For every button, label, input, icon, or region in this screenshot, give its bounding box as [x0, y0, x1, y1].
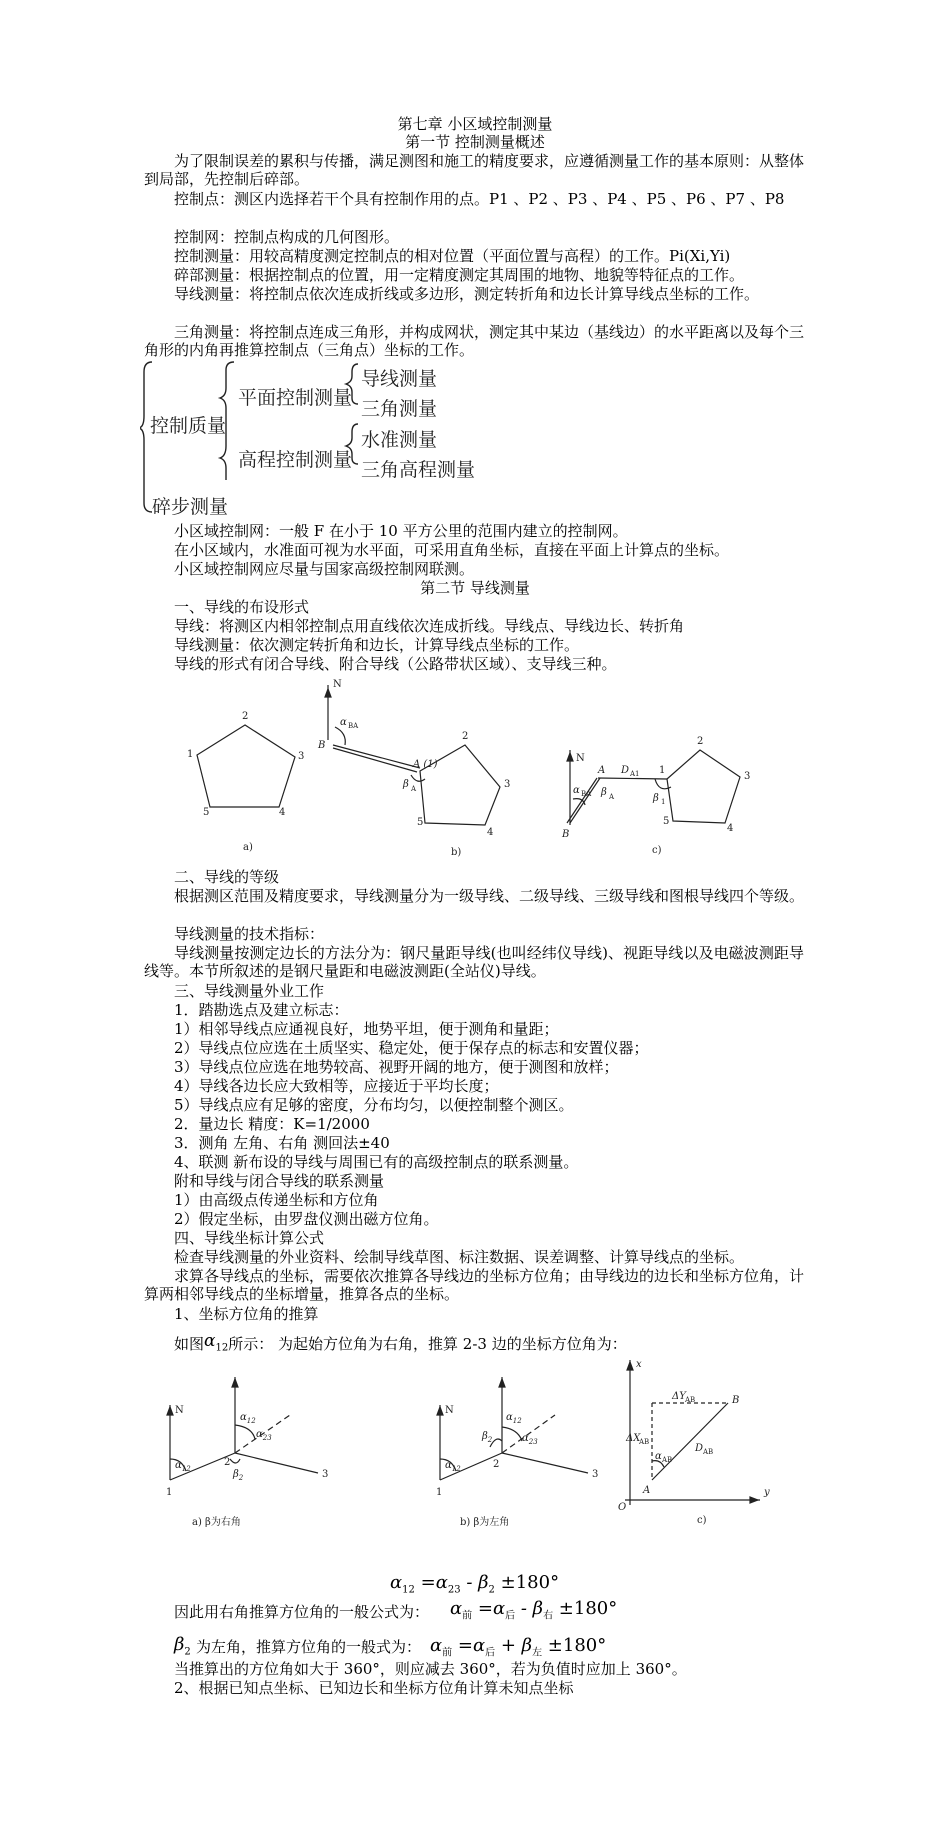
fig1-n-b: N [333, 679, 342, 690]
fig2-n-a: N [175, 1405, 184, 1416]
fig2-label-c: c) [697, 1515, 707, 1526]
paragraph-principle: 为了限制误差的累积与传播，满足测图和施工的精度要求，应遵循测量工作的基本原则：从整体到局部，先控制后碎部。 [144, 152, 805, 188]
paragraph-tech-index: 导线测量的技术指标： [174, 925, 325, 943]
svg-text:3: 3 [504, 779, 511, 790]
fig1-label-c: c) [652, 845, 662, 856]
heading-traverse-grades: 二、导线的等级 [174, 868, 280, 886]
fig2-label-a: a) β为右角 [192, 1517, 241, 1528]
svg-text:1: 1 [166, 1487, 173, 1498]
svg-text:1: 1 [661, 798, 666, 806]
section-title-1: 第一节 控制测量概述 [405, 133, 545, 151]
fig1-alpha-ba-c: α [573, 785, 580, 796]
list-item: 1）由高级点传递坐标和方位角 [174, 1191, 379, 1209]
svg-text:4: 4 [279, 807, 286, 818]
paragraph-grades: 根据测区范围及精度要求，导线测量分为一级导线、二级导线、三级导线和图根导线四个等级。 [174, 887, 805, 905]
formula-right: $\alpha_前 =\alpha_后 - \beta_右 \pm 180^\circ$ [450, 1598, 618, 1622]
svg-text:α12: $\alpha_{12}$ [506, 1412, 522, 1425]
list-item: 5）导线点应有足够的密度，分布均匀，以便控制整个测区。 [174, 1096, 574, 1114]
list-item: 检查导线测量的外业资料、绘制导线草图、标注数据、误差调整、计算导线点的坐标。 [174, 1248, 745, 1266]
paragraph-plane-coords: 在小区域内，水准面可视为水平面，可采用直角坐标，直接在平面上计算点的坐标。 [174, 541, 730, 559]
svg-text:5: 5 [417, 817, 424, 828]
formula-left: $\alpha_前 =\alpha_后 + \beta_左 \pm 180^\circ$ [430, 1635, 607, 1659]
list-item: 1）相邻导线点应通视良好，地势平坦，便于测角和量距； [174, 1020, 559, 1038]
list-item: 2．量边长 精度：K=1/2000 [174, 1115, 370, 1133]
paragraph-left-angle: 为左角，推算方位角的一般式为： [196, 1638, 422, 1656]
fig1-a1-point: A (1) [413, 759, 438, 770]
beta2-symbol: $\beta_2$ [174, 1634, 191, 1658]
paragraph-small-net: 小区域控制网：一般 F 在小于 10 平方公里的范围内建立的控制网。 [174, 522, 628, 540]
formula-alpha12: $\alpha_{12} =\alpha_{23} - \beta_2 \pm 180^\circ$ [390, 1572, 560, 1596]
svg-text:α23: $\alpha_{23}$ [256, 1429, 272, 1442]
paragraph-triangulation: 三角测量：将控制点连成三角形，并构成网状，测定其中某边（基线边）的水平距离以及每个三角形的内角再推算控制点（三角点）坐标的工作。 [144, 323, 805, 359]
list-item: 4、联测 新布设的导线与周围已有的高级控制点的联系测量。 [174, 1153, 579, 1171]
svg-text:3: 3 [744, 771, 751, 782]
fig1-d-a1: D [621, 765, 630, 776]
paragraph-traverse-def: 导线：将测区内相邻控制点用直线依次连成折线。导线点、导线边长、转折角 [174, 617, 685, 635]
tree-plane: 平面控制测量 [238, 387, 353, 409]
fig1-label-a: a) [243, 842, 253, 853]
tree-root: 控制质量 [150, 415, 227, 437]
svg-text:α12: $\alpha_{12}$ [445, 1460, 461, 1473]
svg-text:2: 2 [493, 1459, 500, 1470]
svg-text:β2: $\beta_2$ [482, 1431, 493, 1444]
svg-text:2: 2 [462, 731, 469, 742]
svg-text:BA: BA [348, 722, 359, 730]
paragraph-right-angle: 因此用右角推算方位角的一般公式为： [174, 1603, 430, 1621]
svg-text:5: 5 [203, 807, 210, 818]
heading-azimuth: 1、坐标方位角的推算 [174, 1305, 319, 1323]
list-item: 1．踏勘选点及建立标志： [174, 1001, 349, 1019]
paragraph-360-rule: 当推算出的方位角如大于 360°，则应减去 360°，若为负值时应加上 360°。 [174, 1660, 687, 1678]
svg-text:AB: AB [662, 1456, 673, 1464]
fig2-point-a: A [643, 1485, 651, 1496]
fig1-b-point-c: B [562, 829, 570, 840]
fig2-point-b: B [732, 1395, 740, 1406]
svg-text:1: 1 [436, 1487, 443, 1498]
paragraph-as-figure: 如图$\alpha_{12}$所示： 为起始方位角为右角，推算 2-3 边的坐标方位角为： [174, 1331, 627, 1354]
fig1-beta-a-c: β [601, 787, 607, 798]
svg-text:AB: AB [639, 1438, 650, 1446]
paragraph-coord-step: 2、根据已知点坐标、已知边长和坐标方位角计算未知点坐标 [174, 1679, 574, 1697]
svg-text:2: 2 [697, 736, 704, 747]
paragraph-distance-methods: 导线测量按测定边长的方法分为：钢尺量距导线(也叫经纬仪导线)、视距导线以及电磁波测距导线等。本节所叙述的是钢尺量距和电磁波测距(全站仪)导线。 [144, 944, 804, 980]
chapter-title: 第七章 小区域控制测量 [397, 115, 553, 133]
fig1-n-c: N [576, 753, 585, 764]
svg-text:3: 3 [322, 1469, 329, 1480]
svg-text:3: 3 [298, 751, 305, 762]
svg-text:5: 5 [663, 816, 670, 827]
tree-height: 高程控制测量 [238, 449, 353, 471]
paragraph-control-point: 控制点：测区内选择若干个具有控制作用的点。P1 、P2 、P3 、P4 、P5 、P6 、P7 、P8 [174, 190, 785, 208]
list-item: 4）导线各边长应大致相等，应接近于平均长度； [174, 1077, 499, 1095]
svg-text:4: 4 [487, 827, 494, 838]
heading-field-work: 三、导线测量外业工作 [174, 982, 325, 1000]
svg-text:α12: $\alpha_{12}$ [175, 1460, 191, 1473]
paragraph-national-link: 小区域控制网应尽量与国家高级控制网联测。 [174, 560, 475, 578]
svg-text:β2: $\beta_2$ [233, 1469, 244, 1482]
paragraph-traverse-survey: 导线测量：依次测定转折角和边长，计算导线点坐标的工作。 [174, 636, 580, 654]
fig2-dx: ΔX [626, 1433, 641, 1444]
tree-plane-1: 导线测量 [361, 368, 438, 390]
fig2-origin: O [618, 1502, 627, 1513]
figure-traverse-forms [175, 675, 785, 860]
svg-text:2: 2 [242, 711, 249, 722]
svg-text:α23: $\alpha_{23}$ [522, 1433, 538, 1446]
figure-azimuth [160, 1355, 790, 1540]
tree-height-1: 水准测量 [361, 429, 438, 451]
list-item: 2）假定坐标，由罗盘仪测出磁方位角。 [174, 1210, 439, 1228]
paragraph-control-net: 控制网：控制点构成的几何图形。 [174, 228, 400, 246]
svg-text:1: 1 [659, 765, 666, 776]
fig1-a-point-c: A [598, 765, 606, 776]
fig1-beta-1: β [653, 793, 659, 804]
fig2-y-axis: y [764, 1487, 770, 1498]
svg-text:A1: A1 [630, 770, 640, 778]
paragraph-traverse: 导线测量：将控制点依次连成折线或多边形，测定转折角和边长计算导线点坐标的工作。 [174, 285, 760, 303]
paragraph-coord-calc: 求算各导线点的坐标，需要依次推算各导线边的坐标方位角；由导线边的边长和坐标方位角，计算两相邻导线点的坐标增量，推算各点的坐标。 [144, 1267, 805, 1303]
fig2-n-b: N [445, 1405, 454, 1416]
fig1-b-point: B [318, 740, 326, 751]
fig2-dy: ΔY [672, 1391, 686, 1402]
svg-text:BA: BA [581, 790, 592, 798]
svg-text:α12: $\alpha_{12}$ [240, 1412, 256, 1425]
fig2-d: D [695, 1443, 704, 1454]
section-title-2: 第二节 导线测量 [420, 579, 530, 597]
list-item: 3．测角 左角、右角 测回法±40 [174, 1134, 390, 1152]
svg-text:2: 2 [224, 1457, 231, 1468]
fig1-alpha-ba: α [340, 717, 347, 728]
svg-text:4: 4 [727, 823, 734, 834]
heading-layout-forms: 一、导线的布设形式 [174, 598, 310, 616]
fig1-label-b: b) [451, 847, 462, 858]
fig1-beta-a: β [403, 779, 409, 790]
tree-detail: 碎步测量 [152, 496, 229, 518]
paragraph-detail-survey: 碎部测量：根据控制点的位置，用一定精度测定其周围的地物、地貌等特征点的工作。 [174, 266, 745, 284]
list-item: 四、导线坐标计算公式 [174, 1229, 325, 1247]
paragraph-control-survey: 控制测量：用较高精度测定控制点的相对位置（平面位置与高程）的工作。Pi(Xi,Yi) [174, 247, 731, 265]
tree-height-2: 三角高程测量 [361, 459, 476, 481]
paragraph-traverse-forms: 导线的形式有闭合导线、附合导线（公路带状区域）、支导线三种。 [174, 655, 617, 673]
fig2-alpha: α [655, 1451, 662, 1462]
list-item: 附和导线与闭合导线的联系测量 [174, 1172, 385, 1190]
svg-text:AB: AB [685, 1396, 696, 1404]
list-item: 2）导线点位应选在土质坚实、稳定处，便于保存点的标志和安置仪器； [174, 1039, 649, 1057]
svg-text:A: A [411, 785, 417, 793]
svg-text:1: 1 [187, 749, 194, 760]
fig2-label-b: b) β为左角 [460, 1517, 510, 1528]
svg-text:AB: AB [703, 1448, 714, 1456]
fig2-x-axis: x [636, 1359, 642, 1370]
svg-text:3: 3 [592, 1469, 599, 1480]
svg-text:A: A [609, 793, 615, 801]
list-item: 3）导线点位应选在地势较高、视野开阔的地方，便于测图和放样； [174, 1058, 619, 1076]
tree-plane-2: 三角测量 [361, 398, 438, 420]
